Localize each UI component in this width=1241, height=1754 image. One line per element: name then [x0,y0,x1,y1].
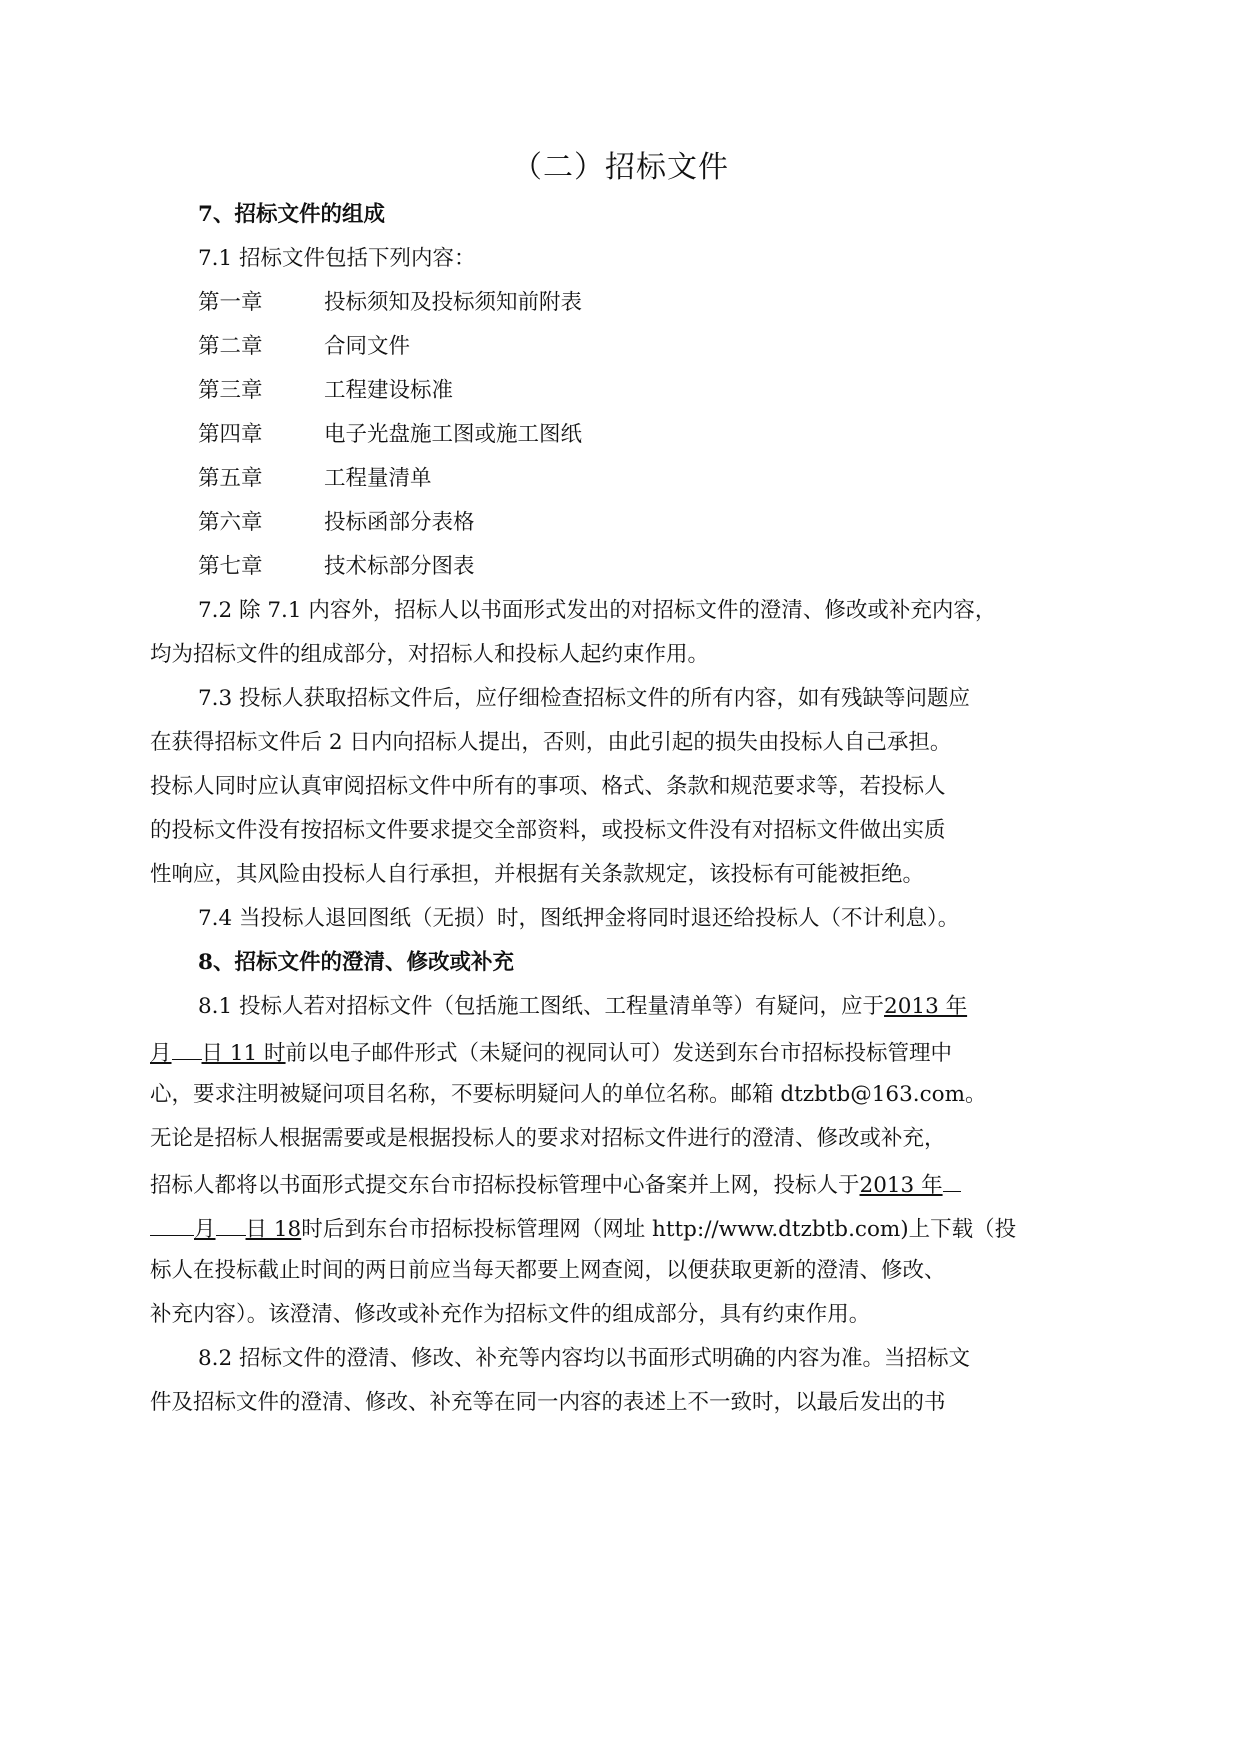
paragraph-8-2-line: 8.2 招标文件的澄清、修改、补充等内容均以书面形式明确的内容为准。当招标文 [198,1346,971,1371]
chapter-item [198,420,1090,450]
download-day-hour: 日 18 [245,1217,302,1242]
download-year: 2013 年 [859,1173,943,1198]
paragraph-8-1-line: 无论是招标人根据需要或是根据投标人的要求对招标文件进行的澄清、修改或补充， [150,1126,946,1151]
paragraph-8-1-line [150,1168,1090,1201]
paragraph-text: 前以电子邮件形式（未疑问的视同认可）发送到东台市招标投标管理中 [285,1041,953,1066]
chapter-number: 第二章 [198,334,263,359]
paragraph-7-3-line: 投标人同时应认真审阅招标文件中所有的事项、格式、条款和规范要求等，若投标人 [150,774,946,799]
paragraph-text: 招标人都将以书面形式提交东台市招标投标管理中心备案并上网，投标人于 [150,1173,860,1198]
chapter-number: 第三章 [198,378,263,403]
chapter-name: 技术标部分图表 [324,554,475,579]
paragraph-7-4: 7.4 当投标人退回图纸（无损）时，图纸押金将同时退还给投标人（不计利息）。 [198,906,960,931]
paragraph-7-3-line: 在获得招标文件后 2 日内向招标人提出，否则，由此引起的损失由投标人自己承担。 [150,730,952,755]
section-8-heading: 8、招标文件的澄清、修改或补充 [198,950,514,975]
chapter-item [198,288,1090,318]
chapter-name: 投标函部分表格 [324,510,475,535]
deadline-day-hour: 日 11 时 [201,1041,286,1066]
chapter-item [198,552,1090,582]
paragraph-8-1-line [150,1036,1090,1069]
chapter-item [198,332,1090,362]
blank-underline [216,1212,246,1236]
chapter-number: 第五章 [198,466,263,491]
paragraph-8-1-line: 补充内容）。该澄清、修改或补充作为招标文件的组成部分，具有约束作用。 [150,1302,871,1327]
chapter-name: 合同文件 [324,334,411,359]
paragraph-7-1: 7.1 招标文件包括下列内容： [198,246,476,271]
chapter-name: 电子光盘施工图或施工图纸 [324,422,583,447]
chapter-name: 投标须知及投标须知前附表 [324,290,583,315]
chapter-item [198,464,1090,494]
paragraph-7-3-line: 性响应，其风险由投标人自行承担，并根据有关条款规定，该投标有可能被拒绝。 [150,862,925,887]
paragraph-8-2-line: 件及招标文件的澄清、修改、补充等在同一内容的表述上不一致时，以最后发出的书 [150,1390,946,1415]
chapter-name: 工程建设标准 [324,378,454,403]
deadline-year: 2013 年 [884,994,968,1019]
paragraph-8-1-line [150,1212,1090,1245]
paragraph-text: 时后到东台市招标投标管理网（网址 http://www.dtzbtb.com)上下载（投 [301,1217,1017,1242]
chapter-item [198,376,1090,406]
paragraph-text: 8.1 投标人若对招标文件（包括施工图纸、工程量清单等）有疑问，应于 [198,994,885,1019]
chapter-item [198,508,1090,538]
chapter-number: 第一章 [198,290,263,315]
chapter-name: 工程量清单 [324,466,432,491]
blank-underline [150,1212,194,1236]
chapter-number: 第六章 [198,510,263,535]
paragraph-8-1-line [198,992,1090,1022]
blank-underline [943,1168,961,1192]
section-7-heading: 7、招标文件的组成 [198,202,385,227]
page-title: （二）招标文件 [512,150,729,185]
paragraph-8-1-line: 心，要求注明被疑问项目名称，不要标明疑问人的单位名称。邮箱 dtzbtb@163.com。 [150,1082,987,1107]
download-month: 月 [194,1217,216,1242]
paragraph-7-3-line: 的投标文件没有按招标文件要求提交全部资料，或投标文件没有对招标文件做出实质 [150,818,946,843]
paragraph-7-2-line: 均为招标文件的组成部分，对招标人和投标人起约束作用。 [150,642,710,667]
paragraph-7-3-line: 7.3 投标人获取招标文件后，应仔细检查招标文件的所有内容，如有残缺等问题应 [198,686,971,711]
blank-underline [172,1036,202,1060]
chapter-number: 第七章 [198,554,263,579]
deadline-month: 月 [150,1041,172,1066]
paragraph-8-1-line: 标人在投标截止时间的两日前应当每天都要上网查阅，以便获取更新的澄清、修改、 [150,1258,946,1283]
paragraph-7-2-line: 7.2 除 7.1 内容外，招标人以书面形式发出的对招标文件的澄清、修改或补充内容， [198,598,997,623]
chapter-number: 第四章 [198,422,263,447]
